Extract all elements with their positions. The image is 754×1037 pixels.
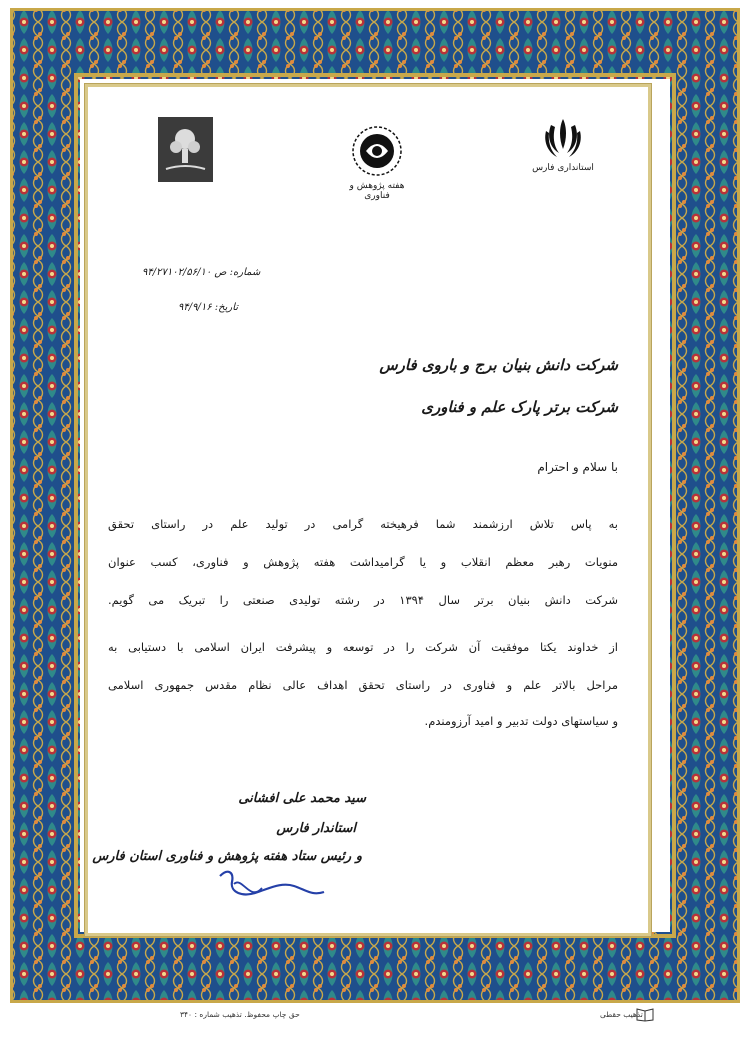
research-week-caption: هفته پژوهش و فناوری: [349, 181, 405, 201]
research-week-emblem-icon: [348, 125, 406, 177]
recipient-line-2: شرکت برتر پارک علم و فناوری: [421, 398, 618, 416]
iran-emblem-icon: [543, 117, 583, 159]
paragraph1-line-2: منویات رهبر معظم انقلاب و یا گرامیداشت هفته پژوهش و فناوری، کسب عنوان: [108, 555, 618, 569]
footer-copyright: حق چاپ محفوظ. تذهیب شماره : ۳۴۰: [180, 1010, 300, 1019]
letter-number: شماره: ص ۹۴/۲۷۱۰۲/۵۶/۱۰: [142, 267, 261, 278]
governorate-logo: [528, 117, 598, 173]
letter-paper: [84, 83, 652, 937]
paragraph2-line-1: از خداوند یکتا موفقیت آن شرکت را در توسعه و پیشرفت ایران اسلامی با دستیابی به: [108, 640, 618, 654]
university-logo: [158, 117, 213, 182]
signatory-title: استاندار فارس: [276, 821, 356, 836]
letter-date-label: تاریخ: [218, 302, 239, 313]
letter-number-value: ص ۹۴/۲۷۱۰۲/۵۶/۱۰: [142, 267, 227, 278]
paragraph2-line-2: مراحل بالاتر علم و فناوری در راستای تحقق اهداف عالی نظام مقدس جمهوری اسلامی: [108, 678, 618, 692]
publisher-book-icon: [636, 1006, 654, 1022]
university-emblem-icon: [158, 117, 213, 182]
handwritten-signature: [212, 862, 332, 908]
letter-date: تاریخ: ۹۴/۹/۱۶: [178, 302, 239, 313]
paragraph2-line-3: و سیاستهای دولت تدبیر و امید آرزومندم.: [424, 714, 618, 728]
signatory-role: و رئیس ستاد هفته پژوهش و فناوری استان فارس: [92, 849, 362, 864]
letter-number-label: شماره: [233, 267, 261, 278]
signatory-name: سید محمد علی افشانی: [238, 791, 366, 806]
footer-publisher: تذهیب حقطی: [600, 1010, 643, 1019]
paragraph1-line-1: به پاس تلاش ارزشمند شما فرهیخته گرامی در تولید علم در راستای تحقق: [108, 517, 618, 531]
recipient-line-1: شرکت دانش بنیان برج و باروی فارس: [379, 356, 618, 374]
letter-date-value: ۹۴/۹/۱۶: [178, 302, 212, 313]
paragraph1-line-3: شرکت دانش بنیان برتر سال ۱۳۹۴ در رشته تولیدی صنعتی را تبریک می گویم.: [108, 593, 618, 607]
governorate-logo-caption: استانداری فارس: [532, 163, 594, 173]
research-week-logo: [340, 125, 414, 201]
greeting: با سلام و احترام: [537, 460, 618, 474]
